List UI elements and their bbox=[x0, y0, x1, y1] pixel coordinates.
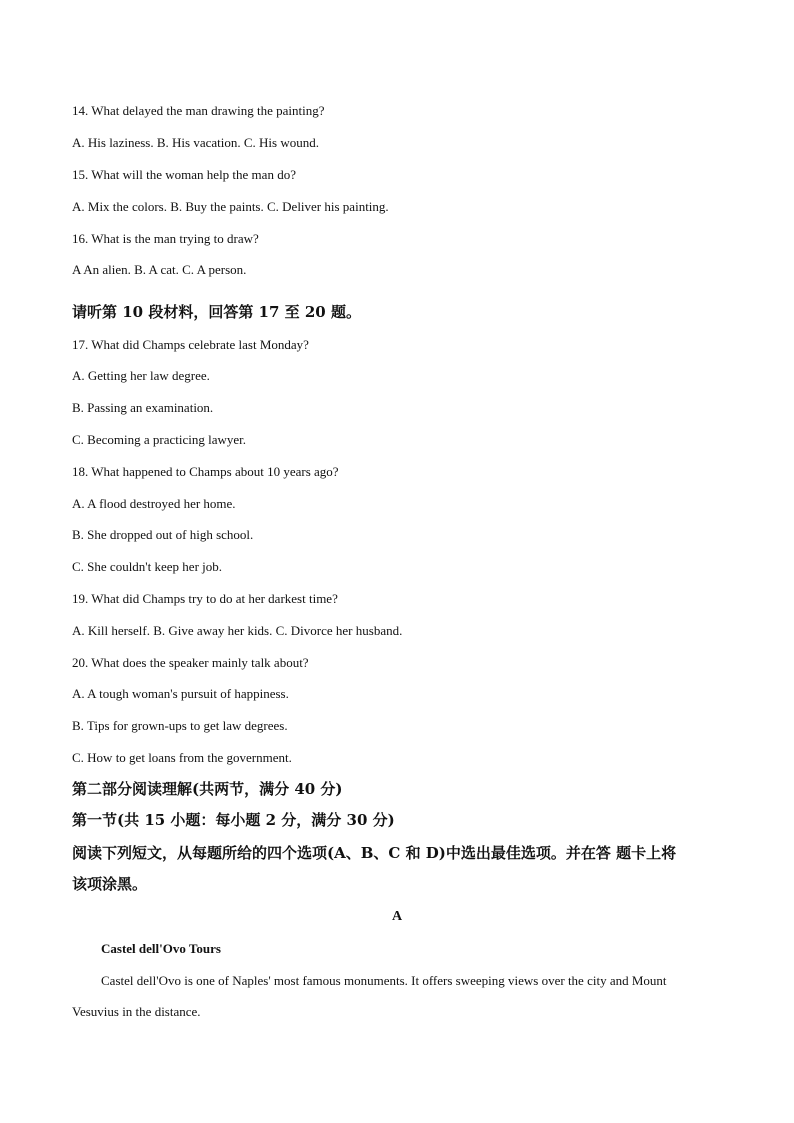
question-20: 20. What does the speaker mainly talk about? bbox=[72, 655, 309, 670]
passage-line-2: Vesuvius in the distance. bbox=[72, 1004, 201, 1019]
question-19-options: A. Kill herself. B. Give away her kids. C. Divorce her husband. bbox=[72, 623, 403, 638]
instruction-line-2: 该项涂黑。 bbox=[72, 875, 148, 893]
question-17-option-b: B. Passing an examination. bbox=[72, 400, 214, 415]
question-14-options: A. His laziness. B. His vacation. C. His wound. bbox=[72, 135, 319, 150]
section-1-heading: 第一节(共 15 小题：每小题 2 分，满分 30 分) bbox=[72, 811, 395, 829]
section-10-heading: 请听第 10 段材料，回答第 17 至 20 题。 bbox=[72, 303, 361, 321]
question-14: 14. What delayed the man drawing the painting? bbox=[72, 103, 325, 118]
question-19: 19. What did Champs try to do at her darkest time? bbox=[72, 591, 338, 606]
passage-title: Castel dell'Ovo Tours bbox=[101, 941, 221, 956]
question-17: 17. What did Champs celebrate last Monday? bbox=[72, 337, 309, 352]
part-2-heading: 第二部分阅读理解(共两节，满分 40 分) bbox=[72, 780, 343, 798]
question-16: 16. What is the man trying to draw? bbox=[72, 231, 259, 246]
question-18-option-b: B. She dropped out of high school. bbox=[72, 527, 254, 542]
question-15: 15. What will the woman help the man do? bbox=[72, 167, 296, 182]
question-18: 18. What happened to Champs about 10 years ago? bbox=[72, 464, 339, 479]
question-20-option-b: B. Tips for grown-ups to get law degrees. bbox=[72, 718, 288, 733]
question-18-option-a: A. A flood destroyed her home. bbox=[72, 496, 236, 511]
passage-letter: A bbox=[391, 909, 403, 924]
question-17-option-c: C. Becoming a practicing lawyer. bbox=[72, 432, 247, 447]
question-20-option-a: A. A tough woman's pursuit of happiness. bbox=[72, 686, 289, 701]
question-20-option-c: C. How to get loans from the government. bbox=[72, 750, 292, 765]
question-18-option-c: C. She couldn't keep her job. bbox=[72, 559, 223, 574]
question-15-options: A. Mix the colors. B. Buy the paints. C. Deliver his painting. bbox=[72, 199, 389, 214]
question-16-options: A An alien. B. A cat. C. A person. bbox=[72, 262, 247, 277]
question-17-option-a: A. Getting her law degree. bbox=[72, 368, 210, 383]
passage-line-1: Castel dell'Ovo is one of Naples' most famous monuments. It offers sweeping views over the city and Mount bbox=[101, 973, 667, 988]
instruction-line-1: 阅读下列短文，从每题所给的四个选项(A、B、C 和 D)中选出最佳选项。并在答 题卡上将 bbox=[72, 844, 677, 862]
